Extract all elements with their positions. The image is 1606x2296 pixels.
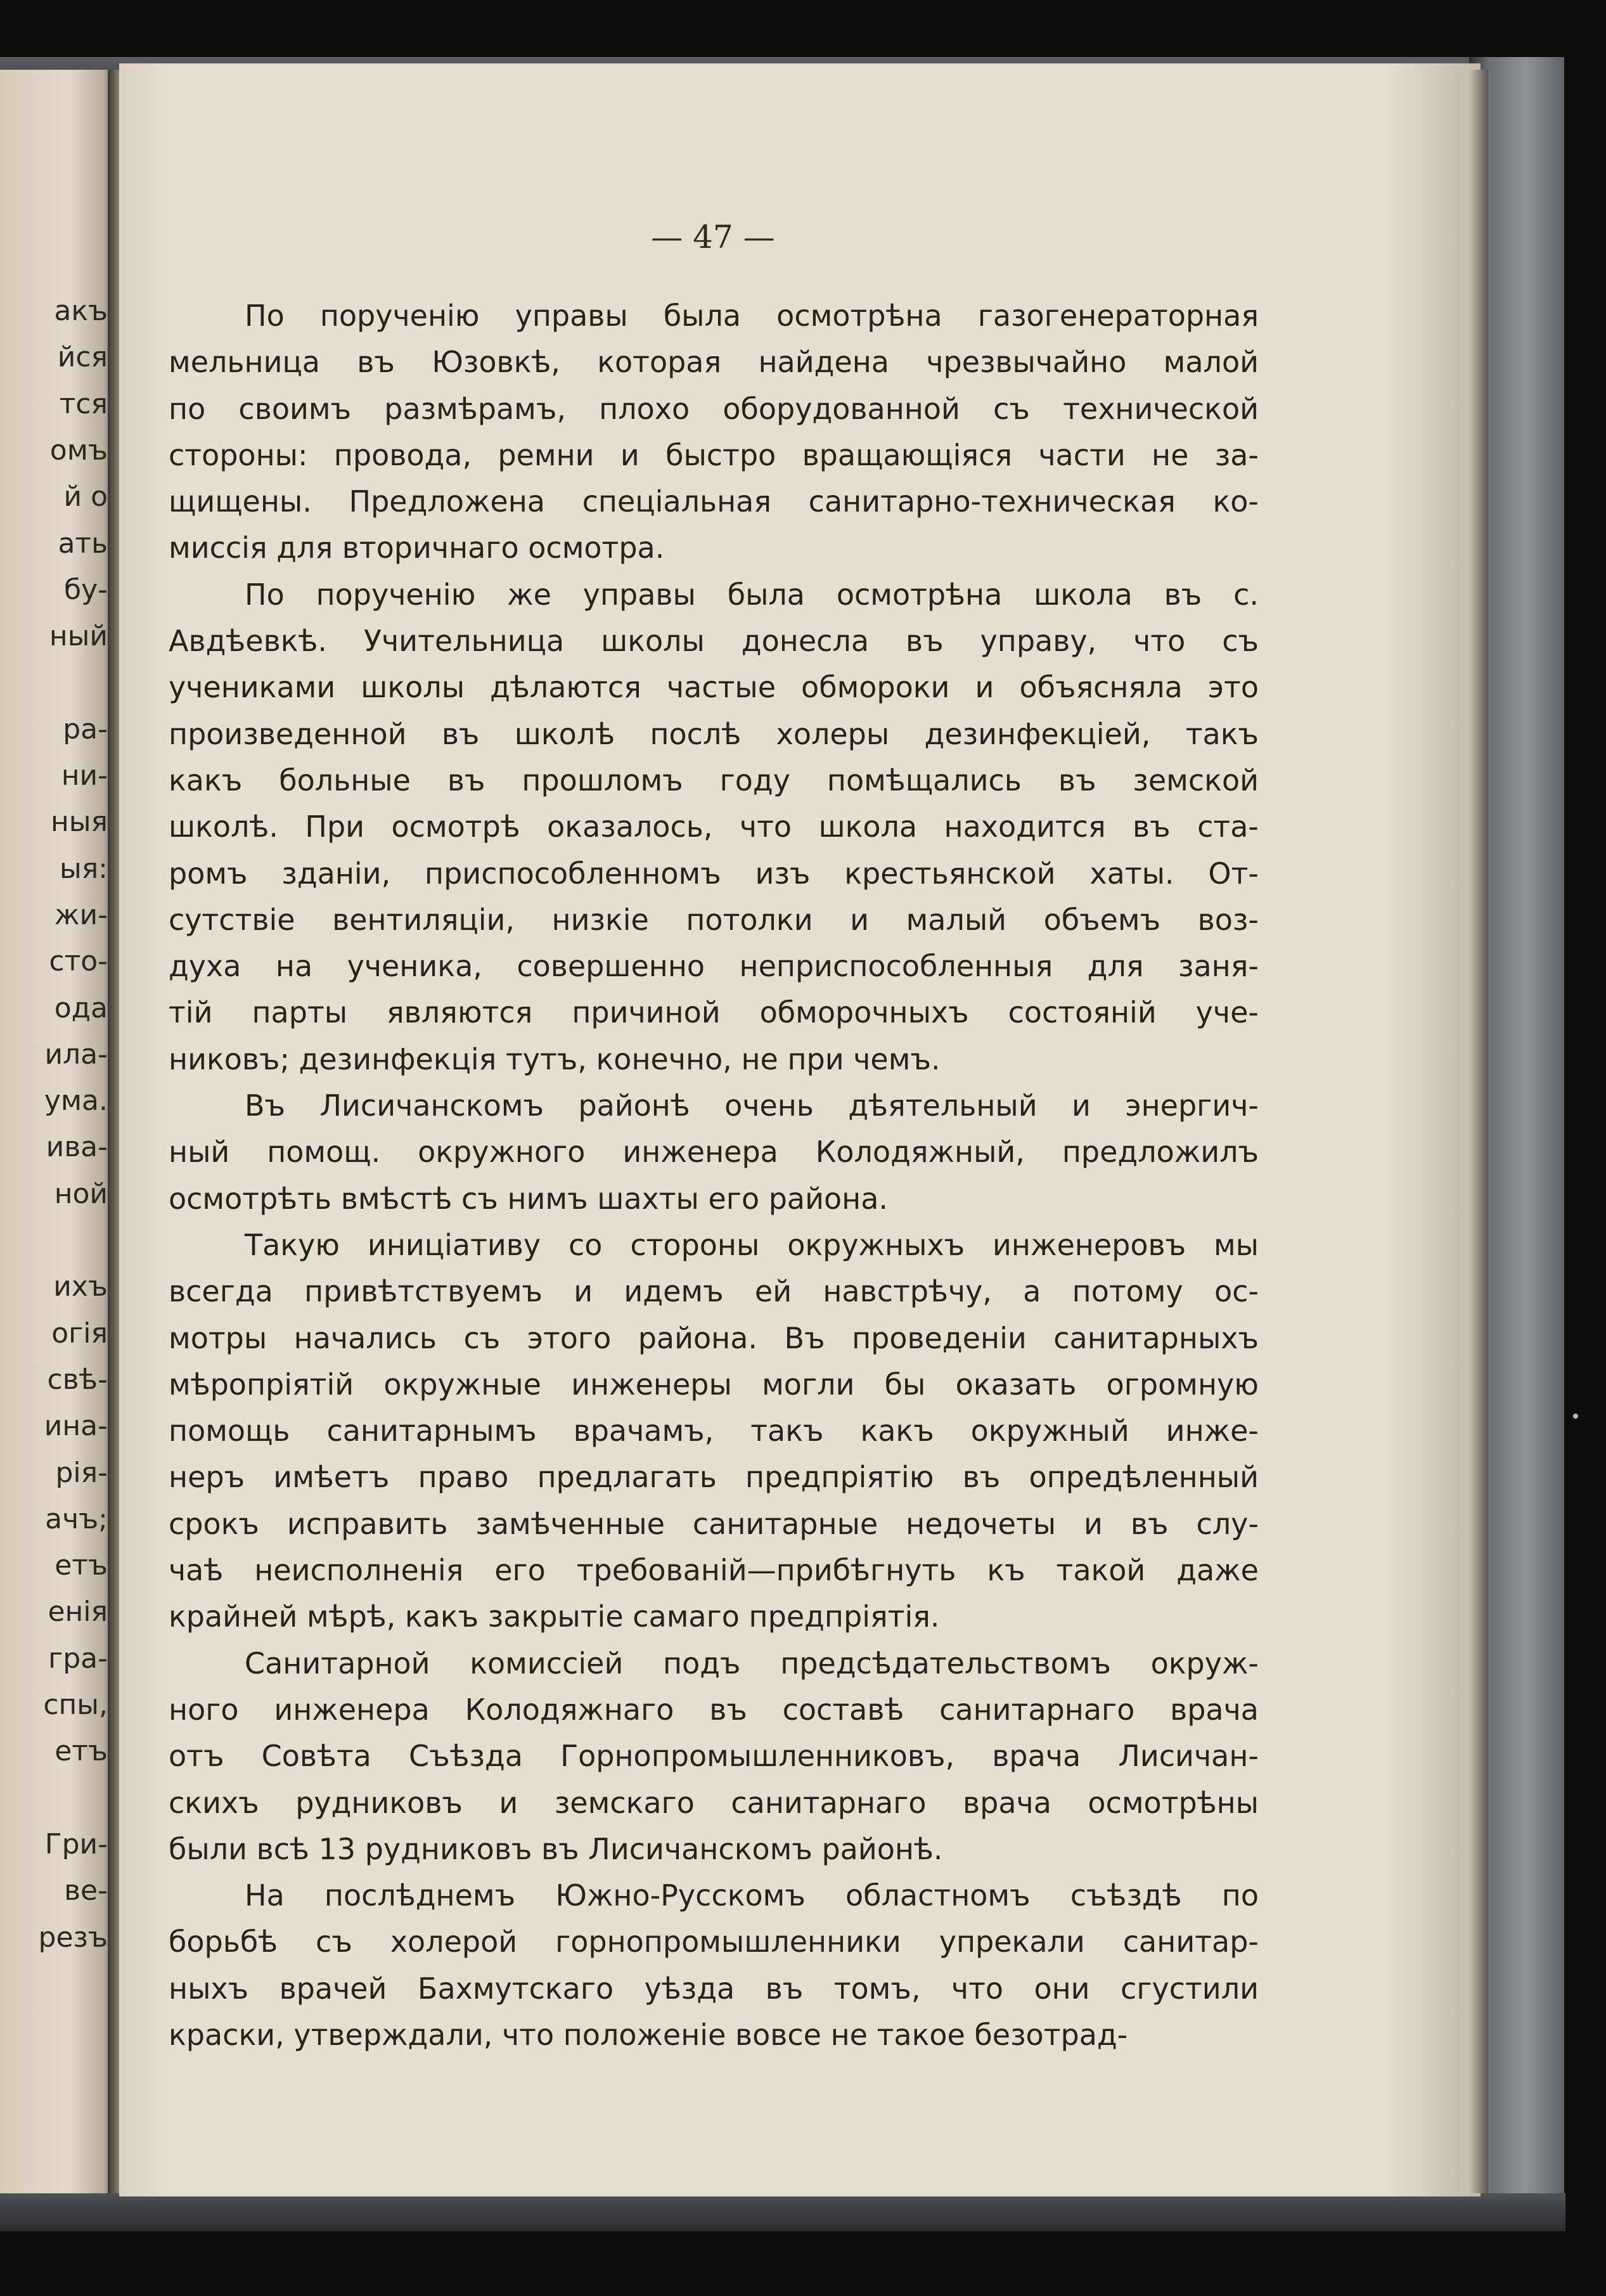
previous-page-fragment: резъ [38,1921,108,1954]
previous-page-fragment: бу- [63,573,108,606]
text-line: по своимъ размѣрамъ, плохо оборудованной съ технической [169,391,1259,426]
text-line: ный помощ. окружного инженера Колодяжный, предложилъ [169,1135,1259,1170]
previous-page-fragment: етъ [55,1735,108,1768]
previous-page-fragment: сто- [49,945,108,978]
text-line: стороны: провода, ремни и быстро вращающіяся части не за- [169,437,1259,472]
text-line: крайней мѣрѣ, какъ закрытіе самаго предпріятія. [169,1599,940,1634]
previous-page-fragment: ума. [44,1085,108,1118]
text-line: ромъ зданіи, приспособленномъ изъ крестьянской хаты. От- [169,856,1259,891]
previous-page-fragment: ачъ; [45,1502,108,1535]
previous-page-fragment: жи- [54,898,108,931]
text-line: никовъ; дезинфекція тутъ, конечно, не при чемъ. [169,1042,941,1076]
text-line: Авдѣевкѣ. Учительница школы донесла въ управу, что съ [169,624,1259,659]
previous-page-fragment: ихъ [53,1270,108,1303]
text-line: произведенной въ школѣ послѣ холеры дезинфекціей, такъ [169,716,1259,751]
previous-page-fragment: ода [54,991,108,1024]
previous-page-fragment: ила- [44,1038,108,1071]
text-line: мотры начались съ этого района. Въ проведеніи санитарныхъ [169,1320,1259,1355]
page-right-edge-shadow [1469,70,1488,2193]
previous-page-fragment: омъ [49,434,108,467]
previous-page-fragment: ни- [61,759,108,792]
previous-page-fragment: й о [63,480,108,513]
text-line: духа на ученика, совершенно неприспособленныя для заня- [169,949,1259,984]
text-line: щищены. Предложена спеціальная санитарно-техническая ко- [169,484,1259,519]
text-line: мельница въ Юзовкѣ, которая найдена чрезвычайно малой [169,345,1259,380]
previous-page-fragment: свѣ- [47,1363,108,1396]
previous-page-fragment: ра- [63,713,108,745]
text-line: школѣ. При осмотрѣ оказалось, что школа находится въ ста- [169,809,1259,844]
text-line: были всѣ 13 рудниковъ въ Лисичанскомъ районѣ. [169,1831,943,1866]
text-line: Санитарной комиссіей подъ предсѣдательствомъ окруж- [245,1646,1259,1680]
text-line: неръ имѣетъ право предлагать предпріятію въ опредѣленный [169,1460,1259,1495]
body-text [169,293,1259,2058]
previous-page-fragment: ве- [64,1874,108,1907]
text-line: помощь санитарнымъ врачамъ, такъ какъ окружный инже- [169,1414,1259,1448]
previous-page-fragment: Гри- [44,1828,108,1861]
text-line: ныхъ врачей Бахмутскаго уѣзда въ томъ, что они сгустили [169,1971,1259,2006]
text-line: На послѣднемъ Южно-Русскомъ областномъ съѣздѣ по [245,1878,1259,1913]
previous-page-fragment: ина- [44,1410,108,1443]
text-line: скихъ рудниковъ и земскаго санитарнаго врача осмотрѣны [169,1785,1259,1820]
text-line: учениками школы дѣлаются частые обмороки и объясняла это [169,670,1259,705]
text-line: Въ Лисичанскомъ районѣ очень дѣятельный и энергич- [245,1088,1259,1123]
text-line: борьбѣ съ холерой горнопромышленники упрекали санитар- [169,1925,1259,1959]
previous-page-fragment: рія- [55,1456,108,1489]
previous-page-fragment: ныя [51,806,108,839]
text-line: ного инженера Колодяжнаго въ составѣ санитарнаго врача [169,1692,1259,1727]
previous-page-fragment: тся [59,387,108,420]
text-line: сутствіе вентиляціи, низкіе потолки и малый объемъ воз- [169,902,1259,937]
text-line: краски, утверждали, что положеніе вовсе не такое безотрад- [169,2017,1128,2052]
previous-page-fragment: етъ [55,1549,108,1582]
previous-page-fragment: акъ [54,295,108,327]
text-line: По порученію же управы была осмотрѣна школа въ с. [245,577,1259,612]
text-line: По порученію управы была осмотрѣна газогенераторная [245,299,1259,333]
text-line: осмотрѣть вмѣстѣ съ нимъ шахты его района. [169,1181,889,1216]
page-number: — 47 — [651,219,775,255]
text-line: всегда привѣтствуемъ и идемъ ей навстрѣчу, а потому ос- [169,1274,1259,1309]
text-line: какъ больные въ прошломъ году помѣщались въ земской [169,763,1259,797]
text-line: миссія для вторичнаго осмотра. [169,531,665,565]
text-line: чаѣ неисполненія его требованій—прибѣгнуть къ такой даже [169,1553,1259,1588]
previous-page-fragment: ать [58,527,108,560]
previous-page-fragment: ной [54,1177,108,1210]
text-line: тій парты являются причиной обморочныхъ состояній уче- [169,995,1259,1030]
previous-page-fragment: огія [51,1317,108,1350]
previous-page-fragment: енія [48,1596,108,1628]
previous-page-fragment: спы, [43,1689,108,1721]
text-line: отъ Совѣта Съѣзда Горнопромышленниковъ, врача Лисичан- [169,1739,1259,1774]
previous-page-fragment: ыя: [59,852,108,885]
previous-page-fragment: ный [49,620,108,653]
previous-page-sliver [0,70,115,2193]
previous-page-fragment: ива- [46,1131,108,1164]
previous-page-fragment: йся [57,341,108,374]
text-line: Такую иниціативу со стороны окружныхъ инженеровъ мы [245,1227,1259,1262]
previous-page-fragment: гра- [48,1642,108,1675]
text-line: мѣропріятій окружные инженеры могли бы оказать огромную [169,1367,1259,1402]
book-cover-bottom-edge [0,2193,1565,2231]
dust-speck [1573,1414,1578,1419]
text-line: срокъ исправить замѣченные санитарные недочеты и въ слу- [169,1506,1259,1541]
